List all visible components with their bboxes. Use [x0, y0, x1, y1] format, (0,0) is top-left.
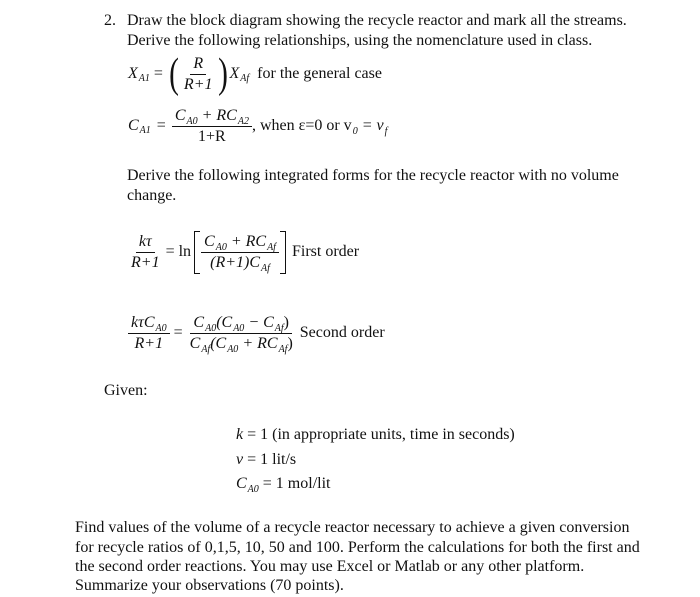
equation-concentration	[128, 104, 387, 148]
integrated-intro-line-2: change.	[127, 187, 177, 204]
second-rhs-den: $C_{Af}(C_{A0} + RC_{Af})$	[189, 334, 293, 355]
eq1-num: R	[190, 55, 206, 75]
eq1-fraction	[181, 55, 216, 94]
eq2-lhs: C	[128, 117, 139, 134]
eq2-den: 1+R	[198, 127, 226, 145]
equation-first-order	[128, 226, 359, 278]
task-line-1: Find values of the volume of a recycle reactor necessary to achieve a given conversion	[75, 519, 630, 536]
eq1-lhs: X	[128, 65, 138, 82]
given-k: k = 1 (in appropriate units, time in seconds)	[236, 426, 515, 443]
eq1-left-paren: (	[169, 51, 179, 97]
second-rhs-num: $C_{A0}(C_{A0} - C_{Af})$	[190, 314, 292, 334]
intro-line-1: Draw the block diagram showing the recycle reactor and mark all the streams.	[127, 12, 627, 29]
second-lhs-fraction	[128, 314, 170, 353]
task-line-3: the second order reactions. You may use Excel or Matlab or any other platform.	[75, 558, 585, 575]
second-order-label: Second order	[299, 324, 385, 341]
equation-conversion	[128, 50, 382, 98]
task-line-4: Summarize your observations (70 points).	[75, 577, 344, 594]
given-v: v = 1 lit/s	[236, 451, 297, 468]
equation-second-order	[128, 308, 385, 358]
eq2-lhs-sub: A1	[139, 124, 151, 136]
eq1-right-paren: )	[217, 51, 228, 97]
eq1-lhs-sub: A1	[138, 72, 150, 84]
first-lhs-num: kτ	[136, 233, 155, 253]
eq2-num: $C_{A0} + RC_{A2}$	[172, 107, 252, 127]
first-equals-ln: = ln	[165, 243, 192, 260]
first-lhs-fraction	[128, 233, 163, 272]
eq1-den: R+1	[183, 75, 213, 93]
given-label: Given:	[104, 382, 148, 399]
eq1-rhs-sub: Af	[240, 72, 250, 84]
second-equals: =	[173, 324, 183, 341]
eq1-note: for the general case	[257, 65, 382, 82]
integrated-intro-line-1: Derive the following integrated forms for the recycle reactor with no volume	[127, 167, 619, 184]
second-lhs-den: R+1	[134, 334, 164, 352]
given-ca0: $C_{A0} = 1$ mol/lit	[236, 475, 331, 495]
first-order-label: First order	[291, 243, 360, 260]
second-rhs-fraction	[187, 314, 296, 353]
first-rhs-num: $C_{A0} + RC_{Af}$	[201, 233, 279, 253]
eq2-equals: =	[156, 117, 166, 134]
first-rhs-fraction	[201, 233, 279, 272]
task-line-2: for recycle ratios of 0,1,5, 10, 50 and 100. Perform the calculations for both the first and	[75, 539, 640, 556]
second-lhs-num: kτC$_{A0}$	[128, 314, 170, 334]
intro-line-2: Derive the following relationships, using the nomenclature used in class.	[127, 32, 593, 49]
eq2-note: , when ε=0 or $v_0 = v_f$	[251, 117, 388, 137]
problem-number: 2.	[104, 12, 116, 29]
eq2-fraction	[172, 107, 252, 146]
first-rhs-den: $(R+1)C_{Af}$	[210, 253, 270, 274]
eq1-rhs: X	[229, 65, 240, 82]
first-bracket	[194, 233, 286, 272]
first-lhs-den: R+1	[131, 253, 160, 271]
eq1-equals: =	[153, 65, 163, 82]
